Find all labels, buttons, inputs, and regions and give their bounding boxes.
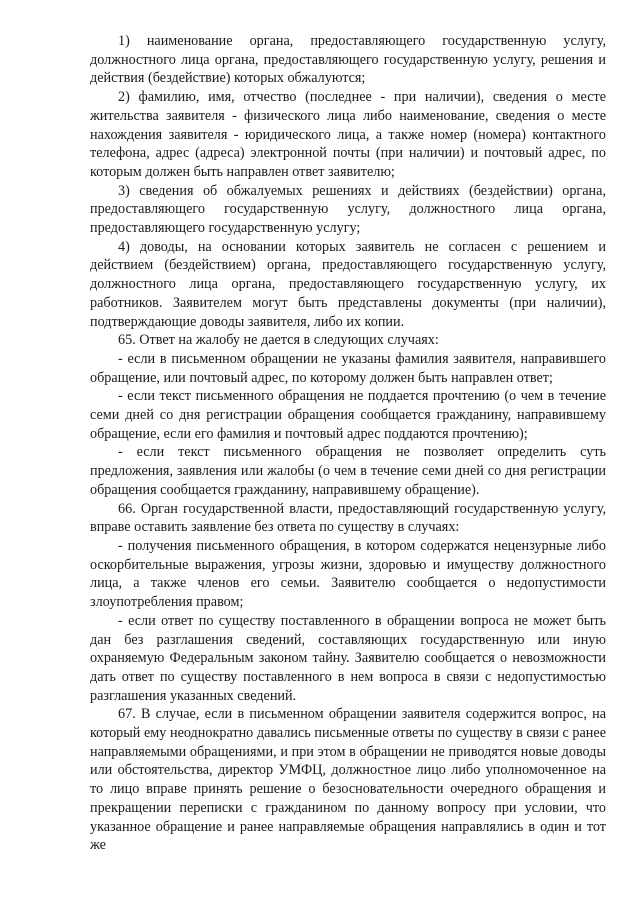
paragraph-65-case-3: - если текст письменного обращения не позволяет определить суть предложения, заявления или жалобы (о чем в течение семи дней со дня регистрации обращения сообщается гражданину, направившему обращение).	[90, 444, 606, 498]
paragraph-item-4: 4) доводы, на основании которых заявитель не согласен с решением и действием (бездействием) органа, предоставляющего государственную услугу, должностного лица органа, предоставляющего государственную услугу, их работников. Заявителем могут быть представлены документы (при наличии), подтверждающие доводы заявителя, либо их копии.	[90, 238, 606, 330]
paragraph-65-case-1: - если в письменном обращении не указаны фамилия заявителя, направившего обращение, или почтовый адрес, по которому должен быть направлен ответ;	[90, 350, 606, 386]
paragraph-66-case-2: - если ответ по существу поставленного в обращении вопроса не может быть дан без разглашения сведений, составляющих государственную или иную охраняемую Федеральным законом тайну. Заявителю сообщается о невозможности дать ответ по существу поставленного в нем вопроса в связи с недопустимостью разглашения указанных сведений.	[90, 612, 606, 704]
paragraph-item-3: 3) сведения об обжалуемых решениях и действиях (бездействии) органа, предоставляющего государственную услугу, должностного лица органа, предоставляющего государственную услугу;	[90, 182, 606, 237]
paragraph-item-2: 2) фамилию, имя, отчество (последнее - при наличии), сведения о месте жительства заявителя - физического лица либо наименование, сведения о месте нахождения заявителя - юридического лица, а также номер (номера) контактного телефона, адрес (адреса) электронной почты (при наличии) и почтовый адрес, по которым должен быть направлен ответ заявителю;	[90, 89, 606, 180]
paragraph-65-case-2: - если текст письменного обращения не поддается прочтению (о чем в течение семи дней со дня регистрации обращения сообщается гражданину, направившему обращение, если его фамилия и почтовый адрес поддаются прочтению);	[90, 388, 606, 442]
paragraph-66-heading: 66. Орган государственной власти, предоставляющий государственную услугу, вправе оставить заявление без ответа по существу в случаях:	[90, 500, 606, 536]
paragraph-66-case-1: - получения письменного обращения, в котором содержатся нецензурные либо оскорбительные выражения, угрозы жизни, здоровью и имуществу должностного лица, а также членов его семьи. Заявителю сообщается о недопустимости злоупотребления правом;	[90, 537, 606, 611]
document-page	[90, 32, 606, 855]
paragraph-65-heading: 65. Ответ на жалобу не дается в следующих случаях:	[118, 332, 439, 349]
paragraph-item-1: 1) наименование органа, предоставляющего государственную услугу, должностного лица органа, предоставляющего государственную услугу, решения и действия (бездействие) которых обжалуются;	[90, 33, 606, 87]
paragraph-67: 67. В случае, если в письменном обращении заявителя содержится вопрос, на который ему неоднократно давались письменные ответы по существу в связи с ранее направляемыми обращениями, и при этом в обращении не приводятся новые доводы или обстоятельства, директор УМФЦ, должностное лицо либо уполномоченное на то лицо вправе принять решение о безосновательности очередного обращения и прекращении переписки с гражданином по данному вопросу при условии, что указанное обращение и ранее направляемые обращения направлялись в один и тот же	[90, 706, 606, 854]
